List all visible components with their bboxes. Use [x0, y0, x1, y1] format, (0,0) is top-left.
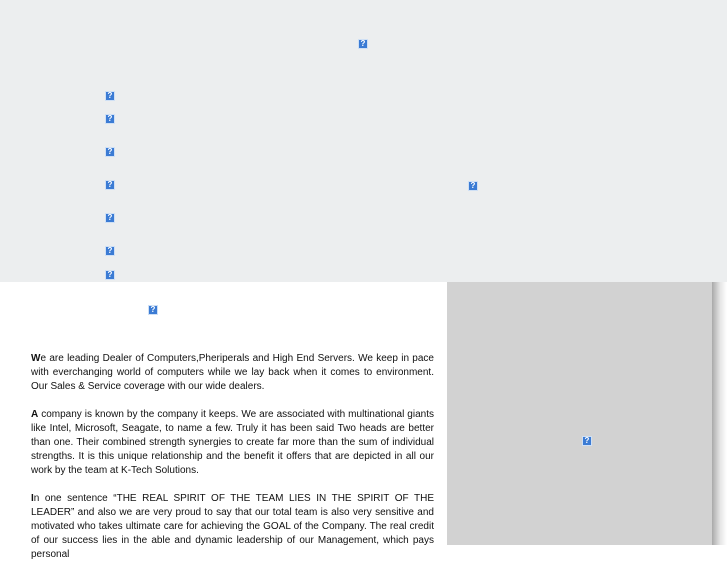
broken-image-icon[interactable]: ? — [105, 180, 115, 190]
paragraph-lead-letter: I — [31, 493, 34, 504]
broken-image-icon[interactable]: ? — [105, 213, 115, 223]
broken-image-icon[interactable]: ? — [105, 114, 115, 124]
main-content — [31, 352, 434, 576]
broken-image-icon[interactable]: ? — [582, 436, 592, 446]
paragraph-text: n one sentence “THE REAL SPIRIT OF THE TEAM LIES IN THE SPIRIT OF THE LEADER” and also we are very proud to say that our total team is also very sensitive and motivated who takes ultimate care for achieving the GOAL of the Company. The real credit of our success lies in the able and dynamic leadership of our Management, which pays personal — [31, 493, 434, 560]
broken-image-icon[interactable]: ? — [105, 91, 115, 101]
partners-paragraph — [31, 408, 434, 478]
intro-paragraph — [31, 352, 434, 394]
team-paragraph — [31, 492, 434, 562]
paragraph-lead-letter: A — [31, 409, 39, 420]
header-area — [0, 0, 727, 282]
subheader-bar — [0, 282, 447, 337]
broken-image-icon[interactable]: ? — [105, 246, 115, 256]
broken-image-icon[interactable]: ? — [148, 305, 158, 315]
paragraph-text: company is known by the company it keeps. We are associated with multinational giants like Intel, Microsoft, Seagate, to name a few. Truly it has been said Two heads are better than one. Their combined strength synergies to create far more than the sum of individual strengths. It is this unique relationship and the benefit it offers that are depicted in all our work by the team at K-Tech Solutions. — [31, 409, 434, 476]
paragraph-lead-letter: W — [31, 353, 41, 364]
broken-image-icon[interactable]: ? — [358, 39, 368, 49]
paragraph-text: e are leading Dealer of Computers,Pheriperals and High End Servers. We keep in pace with everchanging world of computers while we lay back when it comes to environment. Our Sales & Service coverage with our wide dealers. — [31, 353, 434, 392]
right-sidebar — [447, 282, 712, 545]
broken-image-icon[interactable]: ? — [468, 181, 478, 191]
sidebar-shadow — [712, 282, 727, 545]
broken-image-icon[interactable]: ? — [105, 147, 115, 157]
broken-image-icon[interactable]: ? — [105, 270, 115, 280]
